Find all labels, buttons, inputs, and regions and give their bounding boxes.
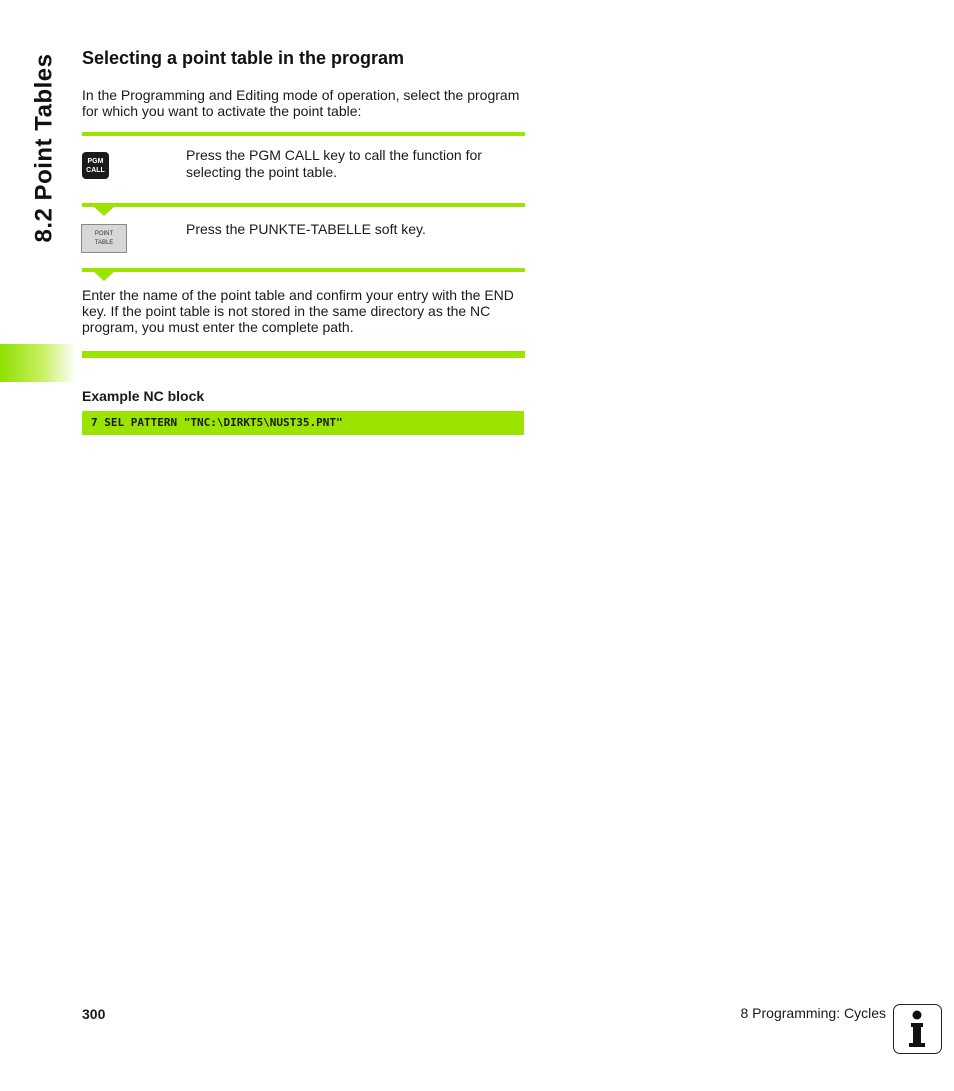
example-label: Example NC block xyxy=(82,388,205,404)
step-arrow-down-icon xyxy=(93,271,115,281)
point-table-softkey-icon xyxy=(81,224,127,253)
chapter-footer: 8 Programming: Cycles xyxy=(740,1005,886,1021)
step-divider-2 xyxy=(82,268,525,272)
info-i-glyph xyxy=(894,1005,940,1052)
step-arrow-down-icon xyxy=(93,206,115,216)
section-heading: Selecting a point table in the program xyxy=(82,48,405,68)
softkey-line1: POINT xyxy=(94,230,114,237)
nc-code-block: 7 SEL PATTERN "TNC:\DIRKT5\NUST35.PNT" xyxy=(82,411,524,435)
step-2-text: Press the PUNKTE-TABELLE soft key. xyxy=(186,221,426,237)
softkey-line2: TABLE xyxy=(94,239,114,246)
step-divider-1 xyxy=(82,203,525,207)
chapter-tab-marker xyxy=(0,344,76,382)
after-steps-paragraph: Enter the name of the point table and confirm your entry with the END key. If the point table is not stored in the same directory as the NC program, you must enter the complete path. xyxy=(82,287,514,335)
step-1-text: Press the PGM CALL key to call the function for selecting the point table. xyxy=(186,147,482,180)
info-icon xyxy=(893,1004,942,1054)
pgm-call-key-line2: CALL xyxy=(86,166,105,174)
pgm-call-key-icon xyxy=(82,152,109,179)
section-end-divider xyxy=(82,351,525,358)
step-top-divider xyxy=(82,132,525,136)
page-number: 300 xyxy=(82,1006,106,1022)
intro-paragraph: In the Programming and Editing mode of operation, select the program for which you want to activate the point table: xyxy=(82,87,520,119)
section-side-title xyxy=(28,52,60,244)
pgm-call-key-line1: PGM xyxy=(87,157,104,165)
section-side-title-text: 8.2 Point Tables xyxy=(30,53,57,243)
